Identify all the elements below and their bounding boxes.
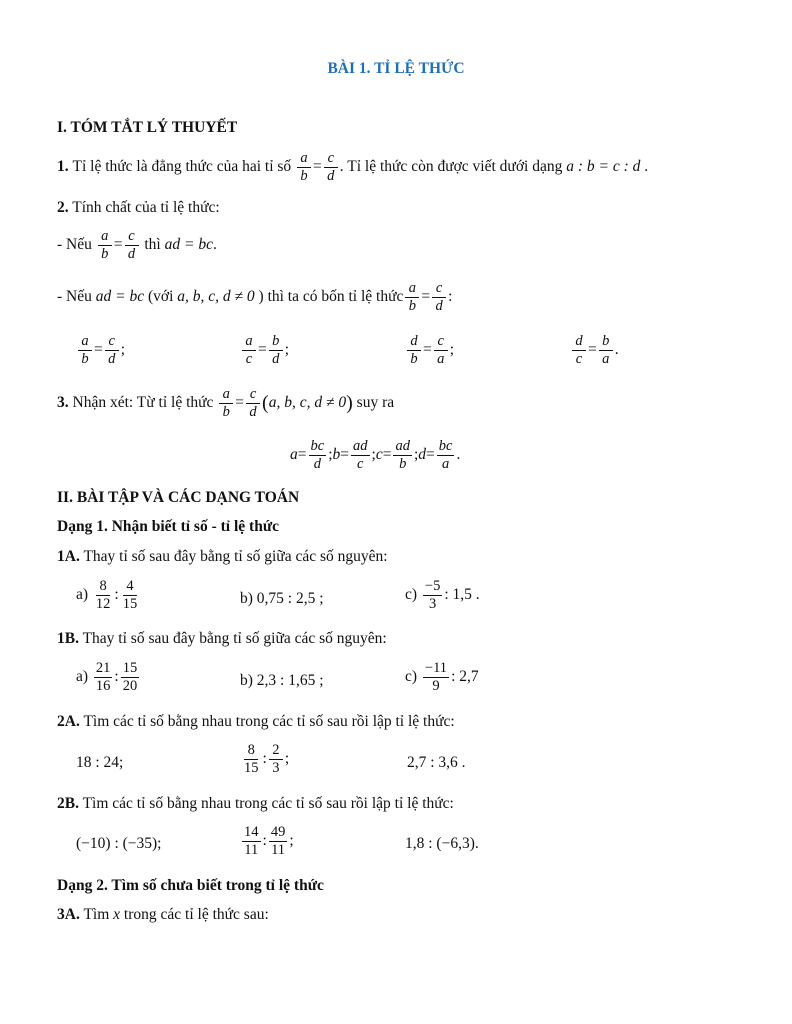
fraction-c-d: $\frac{c}{d}$ [125,228,139,262]
item-2-text: Tính chất của tỉ lệ thức: [72,199,220,216]
item-3-condition: a, b, c, d ≠ 0 [268,394,347,412]
exercise-3A-variable: x [113,906,121,923]
proportion-3: $\frac{d}{b}$ = $\frac{c}{a}$ ; [405,333,454,367]
fraction-a-b: $\frac{a}{b}$ [405,280,419,314]
item-3-number: 3. [57,394,69,412]
exercise-1B-label: 1B. [57,630,79,647]
rule-1-result: ad = bc [164,236,213,254]
exercise-3A [57,906,269,924]
exercise-1A-label: 1A. [57,548,80,565]
rule-2-condition: ad = bc [95,288,145,306]
item-3-remark: 3. Nhận xét: Từ tỉ lệ thức $\frac{a}{b}$ = $\frac{c}{d}$ ( a, b, c, d ≠ 0 ) suy ra [57,386,395,420]
rule-1-prefix: - Nếu [57,236,92,254]
item-1-definition: 1. Tỉ lệ thức là đẳng thức của hai tỉ số $\frac{a}{b}$ = $\frac{c}{d}$ . Tỉ lệ thức còn được viết dưới dạng a : b = c : d . [57,150,649,184]
type-2-heading: Dạng 2. Tìm số chưa biết trong tỉ lệ thức [57,877,324,894]
exercise-3A-text-continued: trong các tỉ lệ thức sau: [123,906,269,923]
rule-2-vars: a, b, c, d ≠ 0 [177,288,255,306]
item-2-number: 2. [57,199,69,216]
exercise-1B [57,630,387,648]
fraction-a-b: $\frac{a}{b}$ [98,228,112,262]
exercise-2B-item-3: 1,8 : (−6,3). [405,835,479,852]
fraction-a-b: $\frac{a}{b}$ [297,150,311,184]
exercise-1A-text: Thay tỉ số sau đây bằng tỉ số giữa các số nguyên: [83,548,388,565]
fraction-c-d: $\frac{c}{d}$ [324,150,338,184]
page-title: BÀI 1. TỈ LỆ THỨC [327,60,465,77]
exercise-1A-part-b: b) 0,75 : 2,5 ; [240,590,324,607]
item-1-form: a : b = c : d [566,158,641,176]
exercise-2B-item-2: $\frac{14}{11}$ : $\frac{49}{11}$ ; [244,824,294,858]
exercise-2A-item-1: 18 : 24; [76,754,124,771]
exercise-2A-item-3: 2,7 : 3,6 . [407,754,466,771]
item-1-number: 1. [57,158,69,176]
item-2-heading [57,199,220,217]
proportion-1: $\frac{a}{b}$ = $\frac{c}{d}$ ; [76,333,125,367]
solved-formulas: a = $\frac{bc}{d}$ ; b = $\frac{ad}{c}$ ; c = $\frac{ad}{b}$ ; d = $\frac{bc}{a}$ . [290,438,461,472]
exercise-3A-text: Tìm [83,906,110,923]
item-1-text: Tỉ lệ thức là đẳng thức của hai tỉ số [72,158,292,176]
type-1-heading: Dạng 1. Nhận biết tỉ số - tỉ lệ thức [57,518,279,535]
exercise-2B-label: 2B. [57,795,79,812]
rule-1-then: thì [144,236,161,254]
proportion-4: $\frac{d}{c}$ = $\frac{b}{a}$ . [570,333,619,367]
exercise-1A-part-a: a) $\frac{8}{12}$ : $\frac{4}{15}$ [76,578,138,612]
exercise-2A-text: Tìm các tỉ số bằng nhau trong các tỉ số sau rồi lập tỉ lệ thức: [83,713,455,730]
exercise-3A-label: 3A. [57,906,80,923]
exercise-1B-part-a: a) $\frac{21}{16}$ : $\frac{15}{20}$ [76,660,138,694]
rule-1: - Nếu $\frac{a}{b}$ = $\frac{c}{d}$ thì ad = bc . [57,228,217,262]
rule-2: - Nếu ad = bc (với a, b, c, d ≠ 0 ) thì ta có bốn tỉ lệ thức $\frac{a}{b}$ = $\frac{c}{d}$ : [57,280,453,314]
item-3-text: Nhận xét: Từ tỉ lệ thức [72,394,214,412]
exercise-1B-part-b: b) 2,3 : 1,65 ; [240,672,324,689]
exercise-1B-part-c: c) $\frac{-11}{9}$ : 2,7 [405,660,479,694]
exercise-2A-item-2: $\frac{8}{15}$ : $\frac{2}{3}$ ; [244,742,290,776]
section-heading-exercises: II. BÀI TẬP VÀ CÁC DẠNG TOÁN [57,489,300,506]
exercise-2A-label: 2A. [57,713,80,730]
section-heading-theory: I. TÓM TẮT LÝ THUYẾT [57,119,238,136]
item-1-text-continued: . Tỉ lệ thức còn được viết dưới dạng [339,158,563,176]
rule-2-prefix: - Nếu [57,288,92,306]
exercise-1B-text: Thay tỉ số sau đây bằng tỉ số giữa các số nguyên: [82,630,387,647]
exercise-1A [57,548,388,566]
exercise-2B-item-1: (−10) : (−35); [76,835,162,852]
exercise-2B-text: Tìm các tỉ số bằng nhau trong các tỉ số sau rồi lập tỉ lệ thức: [82,795,454,812]
exercise-2B [57,795,454,813]
proportion-2: $\frac{a}{c}$ = $\frac{b}{d}$ ; [240,333,289,367]
exercise-1A-part-c: c) $\frac{-5}{3}$ : 1,5 . [405,578,480,612]
item-3-suffix: suy ra [356,394,395,412]
exercise-2A [57,713,455,731]
fraction-c-d: $\frac{c}{d}$ [432,280,446,314]
